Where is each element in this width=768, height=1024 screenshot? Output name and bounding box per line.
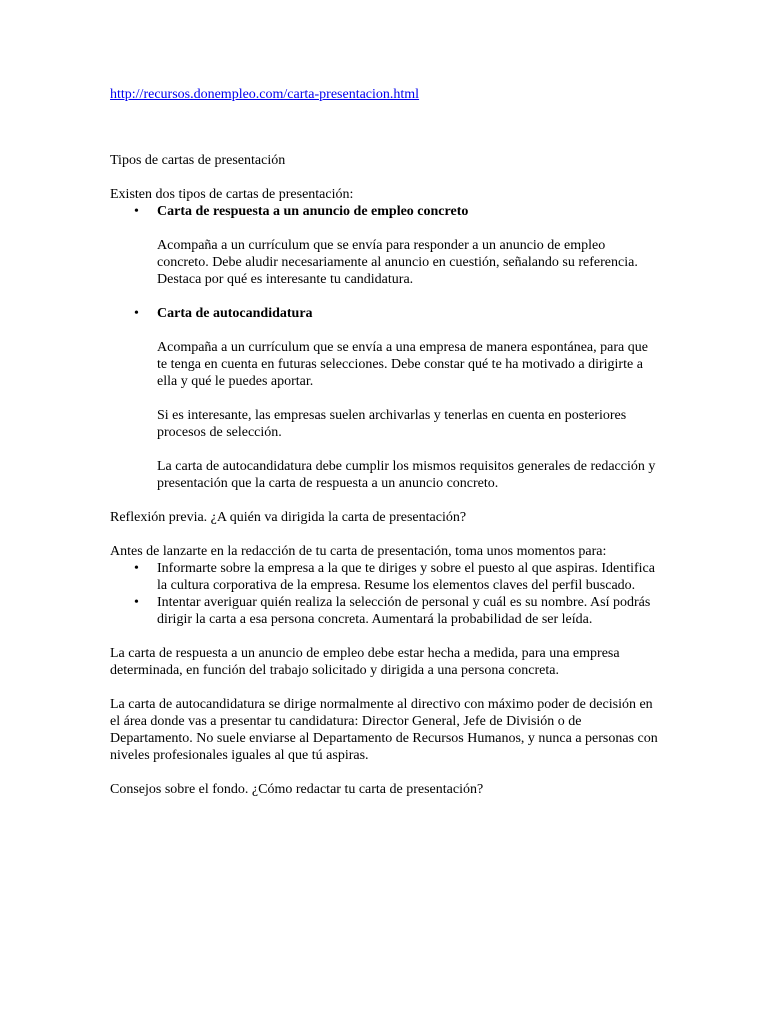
bullet-icon: • bbox=[134, 561, 139, 576]
bullet-icon: • bbox=[134, 204, 139, 219]
reflection-heading: Reflexión previa. ¿A quién va dirigida la carta de presentación? bbox=[110, 510, 467, 525]
source-link[interactable]: http://recursos.donempleo.com/carta-presentacion.html bbox=[110, 87, 420, 102]
step-item bbox=[110, 594, 660, 628]
steps-list bbox=[110, 560, 660, 628]
types-list bbox=[110, 203, 660, 492]
type-desc-auto-1: Acompaña a un currículum que se envía a una empresa de manera espontánea, para que te tenga en cuenta en futuras selecciones. Debe constar qué te ha motivado a dirigirte a ella y qué le puedes aportar. bbox=[157, 340, 648, 389]
type-title-auto: Carta de autocandidatura bbox=[157, 306, 313, 321]
step-text: Informarte sobre la empresa a la que te diriges y sobre el puesto al que aspiras. Identifica la cultura corporativa de la empresa. Resume los elementos claves del perfil buscado. bbox=[157, 561, 655, 593]
bullet-icon: • bbox=[134, 306, 139, 321]
heading-types: Tipos de cartas de presentación bbox=[110, 153, 286, 168]
type-desc-auto-3: La carta de autocandidatura debe cumplir los mismos requisitos generales de redacción y presentación que la carta de respuesta a un anuncio concreto. bbox=[157, 459, 656, 491]
type-item-auto bbox=[110, 305, 660, 492]
step-text: Intentar averiguar quién realiza la selección de personal y cuál es su nombre. Así podrás dirigir la carta a esa persona concreta. Aumentará la probabilidad de ser leída. bbox=[157, 595, 651, 627]
document-page bbox=[110, 86, 660, 798]
paragraph-response: La carta de respuesta a un anuncio de empleo debe estar hecha a medida, para una empresa determinada, en función del trabajo solicitado y dirigida a una persona concreta. bbox=[110, 646, 620, 678]
paragraph-auto: La carta de autocandidatura se dirige normalmente al directivo con máximo poder de decisión en el área donde vas a presentar tu candidatura: Director General, Jefe de División o de Departamento. No suele enviarse al Departamento de Recursos Humanos, y nunca a personas con niveles profesionales iguales al que tú aspiras. bbox=[110, 697, 658, 763]
type-desc-auto-2: Si es interesante, las empresas suelen archivarlas y tenerlas en cuenta en posteriores procesos de selección. bbox=[157, 408, 627, 440]
intro-text: Existen dos tipos de cartas de presentación: bbox=[110, 187, 354, 202]
bullet-icon: • bbox=[134, 595, 139, 610]
type-title-response: Carta de respuesta a un anuncio de empleo concreto bbox=[157, 204, 469, 219]
before-text: Antes de lanzarte en la redacción de tu carta de presentación, toma unos momentos para: bbox=[110, 544, 607, 559]
step-item bbox=[110, 560, 660, 594]
advice-heading: Consejos sobre el fondo. ¿Cómo redactar tu carta de presentación? bbox=[110, 782, 484, 797]
type-item-response bbox=[110, 203, 660, 288]
type-desc-response: Acompaña a un currículum que se envía para responder a un anuncio de empleo concreto. Debe aludir necesariamente al anuncio en cuestión, señalando su referencia. Destaca por qué es interesante tu candidatura. bbox=[157, 238, 638, 287]
